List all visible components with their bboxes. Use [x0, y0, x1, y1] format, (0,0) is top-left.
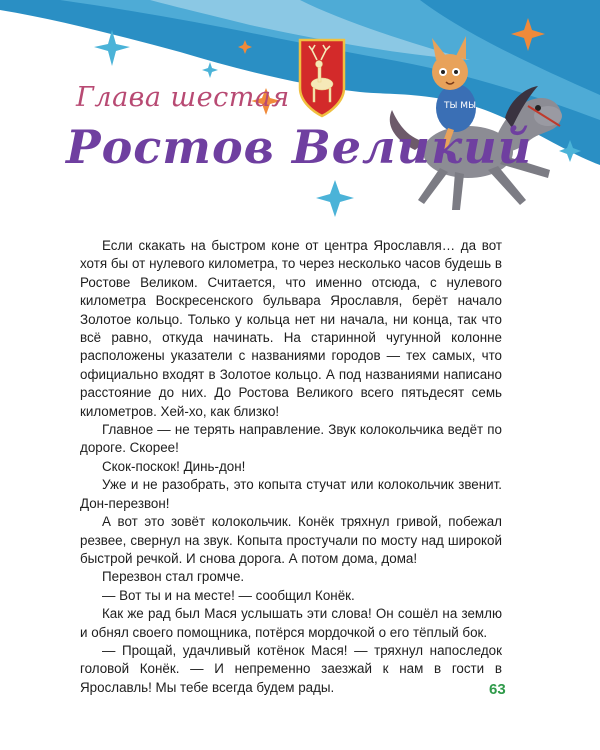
chapter-title: Ростов Великий — [66, 120, 533, 174]
star-icon — [202, 62, 218, 78]
page-number: 63 — [489, 681, 506, 698]
paragraph: Перезвон стал громче. — [102, 569, 245, 585]
paragraph: Уже и не разобрать, это копыта стучат или колокольчик звенит. Дон-перезвон! — [80, 477, 502, 511]
chapter-header — [0, 0, 600, 230]
coat-of-arms-shield — [300, 40, 344, 116]
paragraph: — Вот ты и на месте! — сообщил Конёк. — [102, 587, 355, 603]
paragraph: — Прощай, удачливый котёнок Мася! — тряхнул напоследок головой Конёк. — И непременно заезжай к нам в гости в Ярославль! Мы тебе всегда будем рады. — [80, 642, 502, 695]
paragraph: Как же рад был Мася услышать эти слова! Он сошёл на землю и обнял своего помощника, потёрся мордочкой о его тёплый бок. — [80, 606, 502, 640]
paragraph: Если скакать на быстром коне от центра Ярославля… да вот хотя бы от нулевого километра, то через несколько часов будешь в Ростове Великом. Считается, что именно отсюда, с нулевого километра Воскресенского бульвара Ярославля, берёт начало Золотое кольцо. Только у кольца нет ни начала, ни конца, так что всё равно, откуда начинать. На старинной чугунной колонне расположены указатели с названиями городов — тех самых, что официально входят в Золотое кольцо. А под названиями написано расстояние до них. До Ростова Великого всего пятьдесят семь километров. Хей-хо, как близко! — [80, 238, 502, 419]
paragraph: А вот это зовёт колокольчик. Конёк тряхнул гривой, побежал резвее, свернул на звук. Копыта простучали по мосту над широкой быстрой речкой. И снова дорога. А потом дома, дома! — [80, 514, 502, 566]
chapter-body-text — [80, 237, 502, 697]
paragraph: Скок-поскок! Динь-дон! — [102, 458, 246, 474]
star-icon — [316, 180, 354, 217]
shirt-text: ТЫ МЫ — [444, 101, 477, 111]
header-illustration — [0, 0, 600, 230]
chapter-label: Глава шестая — [76, 82, 290, 113]
paragraph: Главное — не терять направление. Звук колокольчика ведёт по дороге. Скорее! — [80, 422, 502, 456]
